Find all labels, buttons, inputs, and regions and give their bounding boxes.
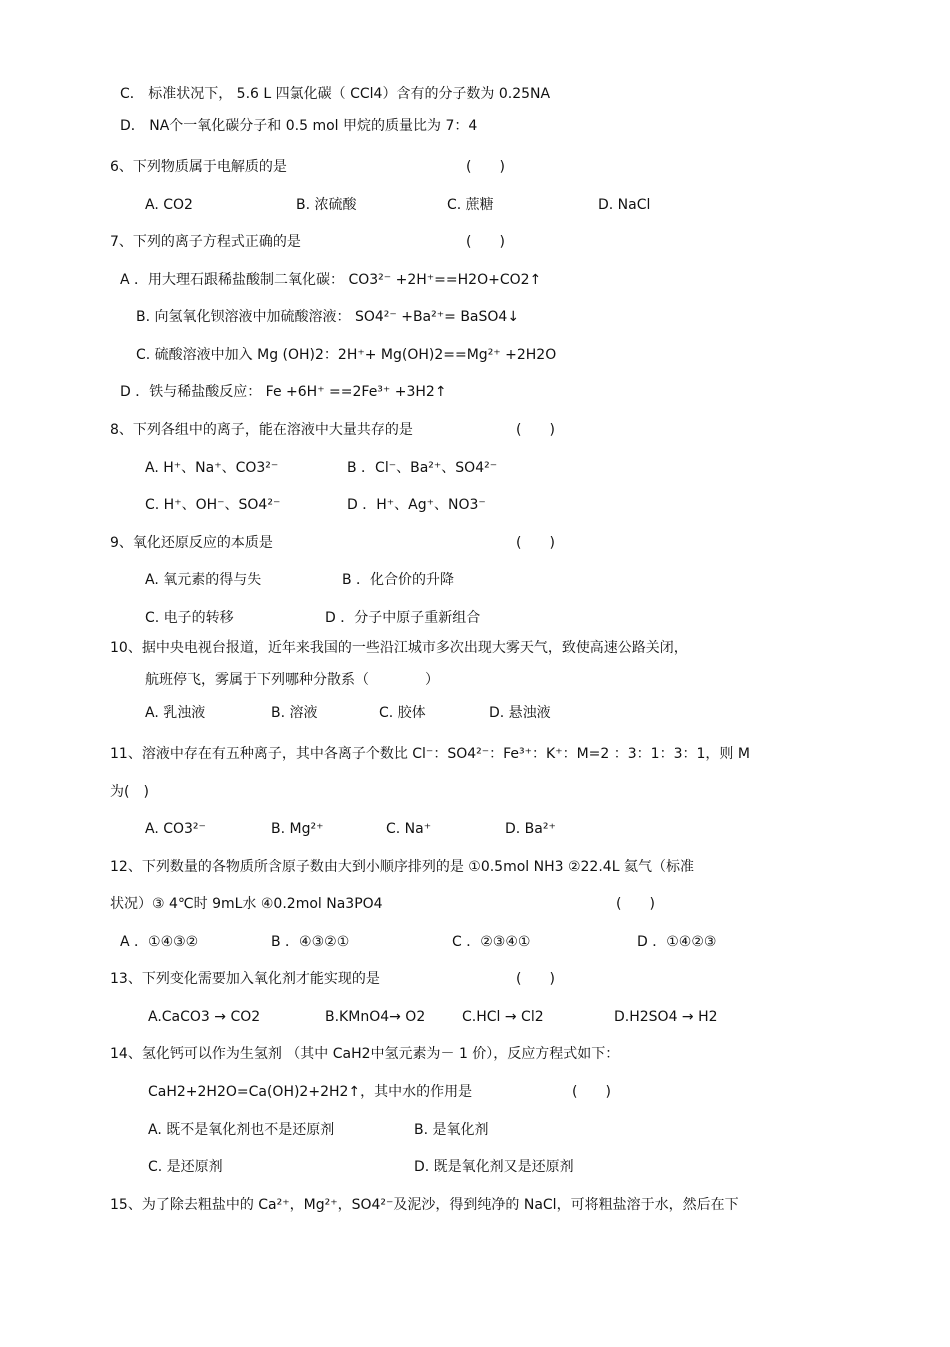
question-9-blank: ( ): [516, 535, 555, 551]
q9-option-a: A. 氧元素的得与失: [145, 572, 262, 588]
q13-option-b: B.KMnO4→ O2: [325, 1009, 426, 1025]
q13-option-d: D.H2SO4 → H2: [614, 1009, 718, 1025]
question-8-blank: ( ): [516, 422, 555, 438]
q9-option-b: B ．化合价的升降: [342, 572, 455, 588]
question-10: 10、据中央电视台报道，近年来我国的一些沿江城市多次出现大雾天气，致使高速公路关闭，: [110, 640, 688, 656]
q11-option-b: B. Mg²⁺: [271, 821, 324, 837]
q10-option-a: A. 乳浊液: [145, 705, 206, 721]
question-10-cont: 航班停飞，雾属于下列哪种分散系（ ）: [145, 672, 439, 688]
q9-option-d: D ．分子中原子重新组合: [325, 610, 481, 626]
q6-option-a: A. CO2: [145, 197, 193, 213]
q10-option-d: D. 悬浊液: [489, 705, 551, 721]
q13-option-a: A.CaCO3 → CO2: [148, 1009, 261, 1025]
q14-option-a: A. 既不是氧化剂也不是还原剂: [148, 1122, 335, 1138]
question-11-cont: 为( ): [110, 784, 149, 800]
question-12: 12、下列数量的各物质所含原子数由大到小顺序排列的是 ①0.5mol NH3 ②22.4L 氦气（标准: [110, 859, 694, 875]
question-12-blank: ( ): [616, 896, 655, 912]
q11-option-c: C. Na⁺: [386, 821, 432, 837]
question-6: 6、下列物质属于电解质的是: [110, 159, 287, 175]
q8-option-d: D ．H⁺、Ag⁺、NO3⁻: [347, 497, 486, 513]
q13-option-c: C.HCl → Cl2: [462, 1009, 544, 1025]
q8-option-a: A. H⁺、Na⁺、CO3²⁻: [145, 460, 279, 476]
question-9: 9、氧化还原反应的本质是: [110, 535, 273, 551]
q11-option-a: A. CO3²⁻: [145, 821, 206, 837]
question-7-blank: ( ): [466, 234, 505, 250]
q12-option-b: B ．④③②①: [271, 934, 350, 950]
q8-option-b: B ．Cl⁻、Ba²⁺、SO4²⁻: [347, 460, 498, 476]
q5-option-d: D． NA个一氧化碳分子和 0.5 mol 甲烷的质量比为 7：4: [120, 118, 478, 134]
question-13: 13、下列变化需要加入氧化剂才能实现的是: [110, 971, 380, 987]
q14-option-d: D. 既是氧化剂又是还原剂: [414, 1159, 574, 1175]
q9-option-c: C. 电子的转移: [145, 610, 234, 626]
q7-option-d: D ．铁与稀盐酸反应： Fe +6H⁺ ==2Fe³⁺ +3H2↑: [120, 384, 447, 400]
question-13-blank: ( ): [516, 971, 555, 987]
q14-option-c: C. 是还原剂: [148, 1159, 223, 1175]
question-11: 11、溶液中存在有五种离子，其中各离子个数比 Cl⁻：SO4²⁻：Fe³⁺：K⁺：M=2 ：3：1：3：1，则 M: [110, 746, 750, 762]
q5-option-c: C． 标准状况下， 5.6 L 四氯化碳（ CCl4）含有的分子数为 0.25NA: [120, 86, 551, 102]
question-12-cont: 状况）③ 4℃时 9mL水 ④0.2mol Na3PO4: [110, 896, 383, 912]
q12-option-a: A ．①④③②: [120, 934, 199, 950]
q7-option-a: A ．用大理石跟稀盐酸制二氧化碳： CO3²⁻ +2H⁺==H2O+CO2↑: [120, 272, 542, 288]
question-7: 7、下列的离子方程式正确的是: [110, 234, 301, 250]
q6-option-c: C. 蔗糖: [447, 197, 494, 213]
question-8: 8、下列各组中的离子，能在溶液中大量共存的是: [110, 422, 413, 438]
q10-option-b: B. 溶液: [271, 705, 318, 721]
q6-option-d: D. NaCl: [598, 197, 651, 213]
question-14-equation: CaH2+2H2O=Ca(OH)2+2H2↑，其中水的作用是: [148, 1084, 473, 1100]
q8-option-c: C. H⁺、OH⁻、SO4²⁻: [145, 497, 281, 513]
q7-option-b: B. 向氢氧化钡溶液中加硫酸溶液： SO4²⁻ +Ba²⁺= BaSO4↓: [136, 309, 520, 325]
question-6-blank: ( ): [466, 159, 505, 175]
question-14-blank: ( ): [572, 1084, 611, 1100]
q7-option-c: C. 硫酸溶液中加入 Mg (OH)2：2H⁺+ Mg(OH)2==Mg²⁺ +2H2O: [136, 347, 557, 363]
q6-option-b: B. 浓硫酸: [296, 197, 357, 213]
q12-option-c: C ．②③④①: [452, 934, 531, 950]
q12-option-d: D ．①④②③: [637, 934, 717, 950]
q10-option-c: C. 胶体: [379, 705, 426, 721]
q11-option-d: D. Ba²⁺: [505, 821, 556, 837]
question-14: 14、氢化钙可以作为生氢剂 （其中 CaH2中氢元素为－ 1 价），反应方程式如下：: [110, 1046, 620, 1062]
question-15: 15、为了除去粗盐中的 Ca²⁺，Mg²⁺，SO4²⁻及泥沙，得到纯净的 NaCl，可将粗盐溶于水，然后在下: [110, 1197, 739, 1213]
q14-option-b: B. 是氧化剂: [414, 1122, 489, 1138]
